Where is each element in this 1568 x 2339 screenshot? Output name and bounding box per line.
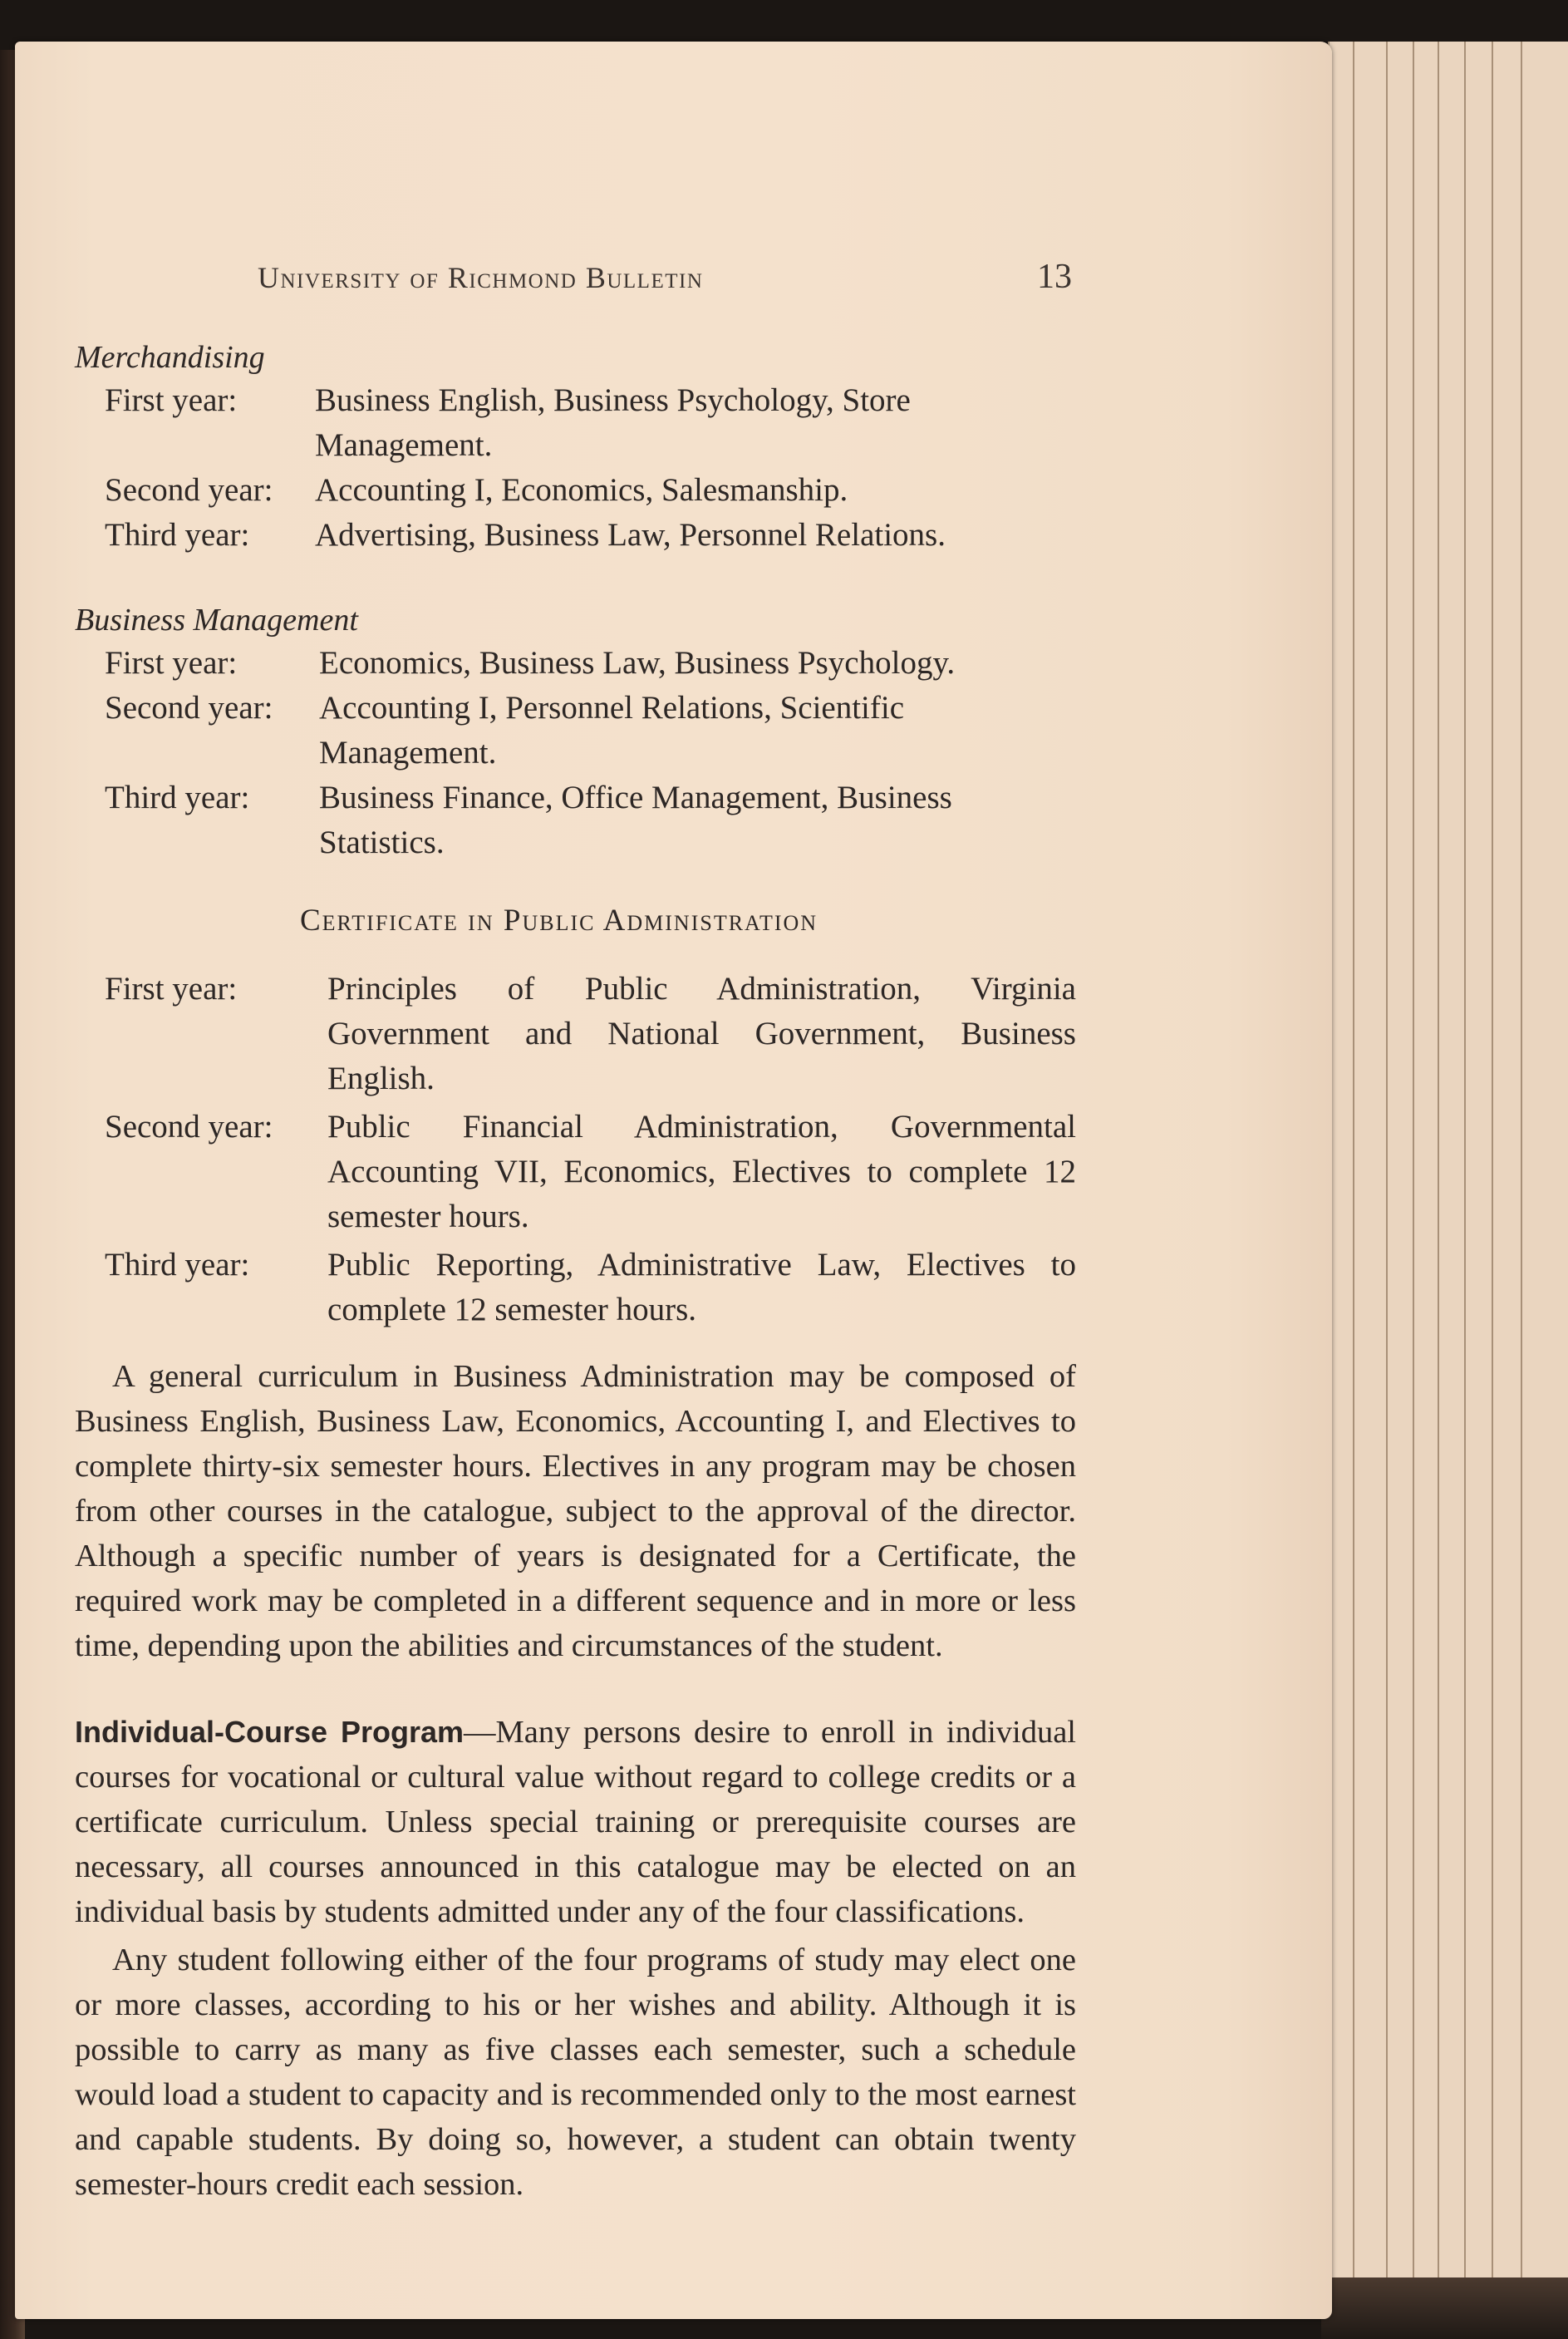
year-label: Third year: [105,780,250,815]
business-management-section [75,599,1076,865]
course-list: Accounting I, Economics, Salesmanship. [315,472,848,508]
year-label: First year: [105,971,238,1007]
course-list: Business Finance, Office Management, Business Statistics. [319,780,952,860]
running-title: University of Richmond Bulletin [258,261,704,294]
year-label: First year: [105,382,238,418]
closing-paragraph: Any student following either of the four programs of study may elect one or more classes, according to his or her wishes and ability. Although it is possible to carry as many as five classes each semester, such a schedule would load a student to capacity and is recommended only to the most earnest and capable students. By doing so, however, a student can obtain twenty semester-hours credit each session. [75,1943,1076,2202]
curriculum-row [75,967,1076,1101]
course-list: Economics, Business Law, Business Psychology. [319,645,956,681]
course-list: Accounting I, Personnel Relations, Scientific Management. [319,690,905,771]
curriculum-row [75,776,1076,865]
curriculum-row [75,1243,1076,1332]
year-label: Second year: [105,1109,273,1145]
course-list: Principles of Public Administration, Virginia Government and National Government, Business English. [327,971,1076,1096]
section-heading-public-administration: Certificate in Public Administration [299,904,818,938]
curriculum-row [75,686,1076,776]
page-edges-shadow [1321,2277,1568,2339]
year-label: Third year: [105,517,250,553]
curriculum-row [75,468,1076,513]
section-heading-business-management: Business Management [75,603,358,638]
page-content [75,337,1076,2207]
page-edges [1321,42,1568,2286]
general-curriculum-paragraph: A general curriculum in Business Administration may be composed of Business English, Business Law, Economics, Accounting I, and Electives to complete thirty-six semester hours. Electives in any program may be chosen from other courses in the catalogue, subject to the approval of the director. Although a specific number of years is designated for a Certificate, the required work may be completed in a different sequence and in more or less time, depending upon the abilities and circumstances of the student. [75,1359,1076,1663]
section-heading-merchandising: Merchandising [75,340,265,375]
page-leaf [1521,42,1568,2286]
course-list: Advertising, Business Law, Personnel Relations. [315,517,946,553]
individual-course-paragraph [75,1710,1076,1934]
running-head [258,254,1072,303]
curriculum-row [75,378,1076,468]
page-number: 13 [1037,258,1072,296]
year-label: Second year: [105,472,273,508]
merchandising-section [75,337,1076,558]
public-administration-section [75,899,1076,1332]
curriculum-row [75,513,1076,558]
curriculum-row [75,641,1076,686]
year-label: Second year: [105,690,273,726]
year-label: First year: [105,645,238,681]
year-label: Third year: [105,1247,250,1283]
individual-course-text: —Many persons desire to enroll in individual courses for vocational or cultural value without regard to college credits or a certificate curriculum. Unless special training or prerequisite courses are necessary, all courses announced in this catalogue may be elected on an individual basis by students admitted under any of the four classifications. [75,1715,1077,1929]
course-list: Business English, Business Psychology, Store Management. [315,382,911,463]
course-list: Public Financial Administration, Governmental Accounting VII, Economics, Electives to complete 12 semester hours. [327,1109,1076,1234]
run-in-heading: Individual-Course Program [75,1715,465,1749]
curriculum-row [75,1105,1076,1239]
course-list: Public Reporting, Administrative Law, Electives to complete 12 semester hours. [327,1247,1076,1327]
